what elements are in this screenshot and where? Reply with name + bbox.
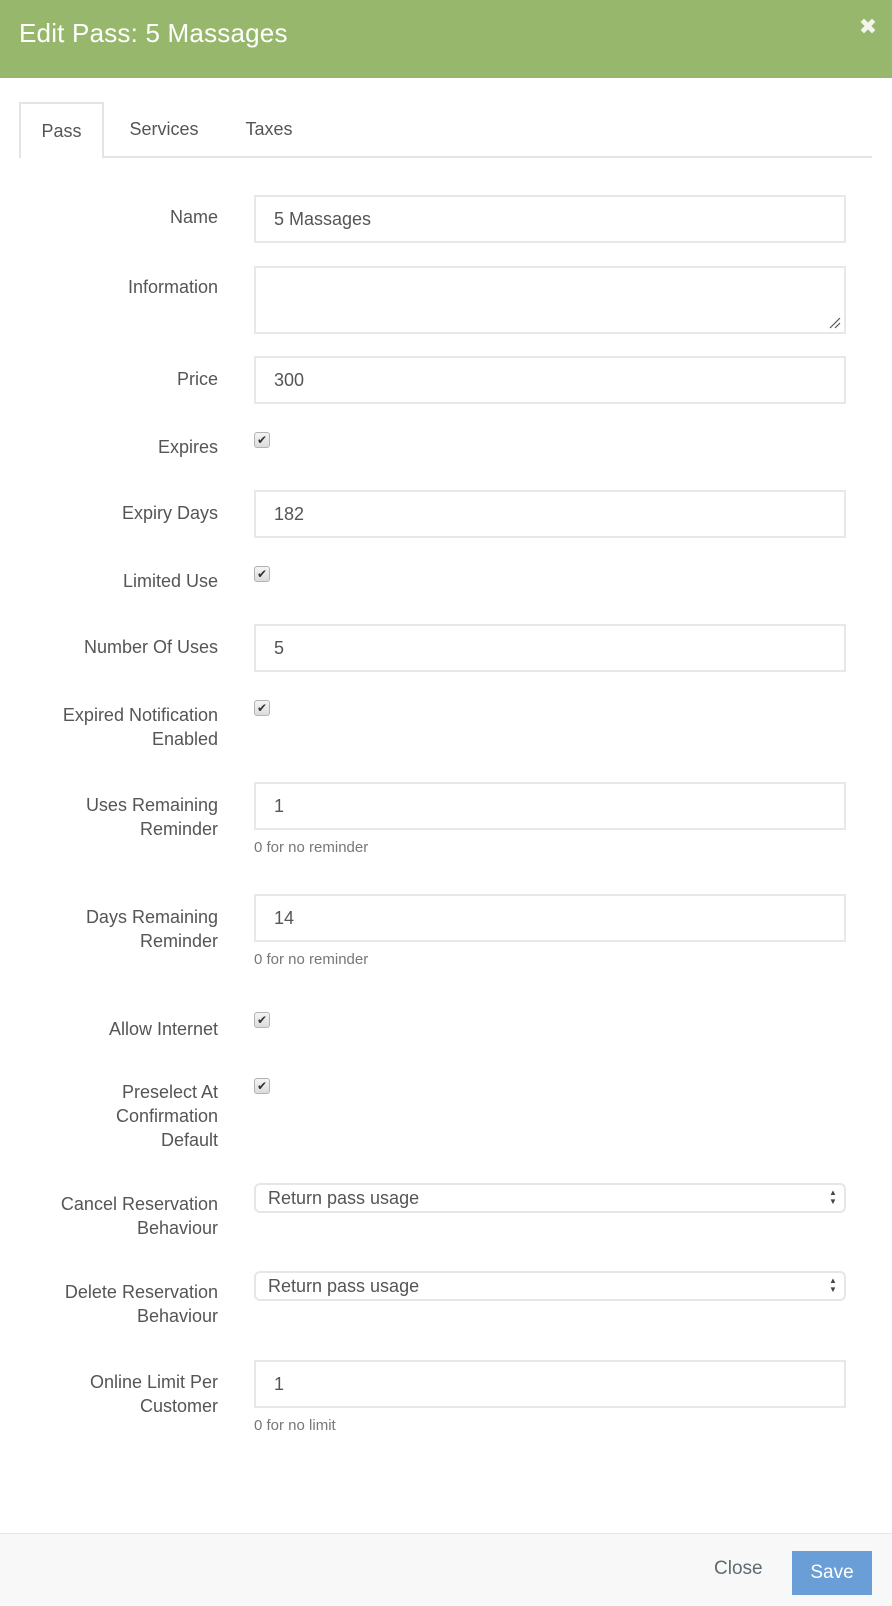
limited-use-label: Limited Use (122, 571, 218, 591)
select-arrows-icon: ▲ ▼ (829, 1276, 837, 1294)
information-label: Information (127, 277, 218, 297)
tab-services[interactable]: Services (129, 119, 199, 139)
expires-label: Expires (157, 437, 218, 457)
checkmark-icon: ✔ (256, 1079, 268, 1093)
checkmark-icon: ✔ (256, 433, 268, 447)
delete-behaviour-select[interactable] (254, 1271, 846, 1301)
delete-behaviour-value: Return pass usage (268, 1276, 420, 1296)
checkmark-icon: ✔ (256, 701, 268, 715)
cancel-behaviour-value: Return pass usage (268, 1188, 420, 1208)
modal-header (0, 0, 892, 78)
allow-internet-label: Allow Internet (108, 1019, 218, 1039)
price-label: Price (176, 369, 218, 389)
name-input[interactable]: 5 Massages (254, 195, 846, 243)
number-of-uses-input[interactable]: 5 (254, 624, 846, 672)
uses-remaining-help: 0 for no reminder (254, 839, 369, 856)
modal-footer (0, 1533, 892, 1606)
expiry-days-label: Expiry Days (121, 503, 218, 523)
preselect-checkbox[interactable] (254, 1078, 270, 1094)
tab-bar (19, 102, 872, 158)
expires-checkbox[interactable] (254, 432, 270, 448)
save-button[interactable]: Save (792, 1551, 872, 1595)
resize-handle-icon[interactable] (829, 317, 841, 329)
expiry-days-input[interactable]: 182 (254, 490, 846, 538)
days-remaining-help: 0 for no reminder (254, 951, 369, 968)
tab-pass[interactable]: Pass (19, 102, 104, 159)
select-arrows-icon: ▲ ▼ (829, 1188, 837, 1206)
modal-title: Edit Pass: 5 Massages (19, 18, 288, 48)
expired-notification-checkbox[interactable] (254, 700, 270, 716)
uses-remaining-label: Uses Remaining Reminder (85, 795, 218, 839)
name-label: Name (169, 207, 218, 227)
days-remaining-label: Days Remaining Reminder (85, 907, 218, 951)
number-of-uses-label: Number Of Uses (83, 637, 218, 657)
close-icon[interactable]: ✖ (858, 15, 878, 40)
cancel-behaviour-select[interactable] (254, 1183, 846, 1213)
price-input[interactable]: 300 (254, 356, 846, 404)
expired-notification-label: Expired Notification Enabled (62, 705, 218, 749)
online-limit-input[interactable]: 1 (254, 1360, 846, 1408)
close-button[interactable]: Close (714, 1558, 763, 1579)
information-textarea[interactable] (254, 266, 846, 334)
limited-use-checkbox[interactable] (254, 566, 270, 582)
online-limit-help: 0 for no limit (254, 1417, 336, 1434)
tab-taxes[interactable]: Taxes (245, 119, 293, 139)
days-remaining-input[interactable]: 14 (254, 894, 846, 942)
online-limit-label: Online Limit Per Customer (89, 1372, 218, 1416)
delete-behaviour-label: Delete Reservation Behaviour (64, 1282, 218, 1326)
preselect-label: Preselect At Confirmation Default (115, 1082, 218, 1150)
allow-internet-checkbox[interactable] (254, 1012, 270, 1028)
cancel-behaviour-label: Cancel Reservation Behaviour (60, 1194, 218, 1238)
checkmark-icon: ✔ (256, 567, 268, 581)
uses-remaining-input[interactable]: 1 (254, 782, 846, 830)
checkmark-icon: ✔ (256, 1013, 268, 1027)
